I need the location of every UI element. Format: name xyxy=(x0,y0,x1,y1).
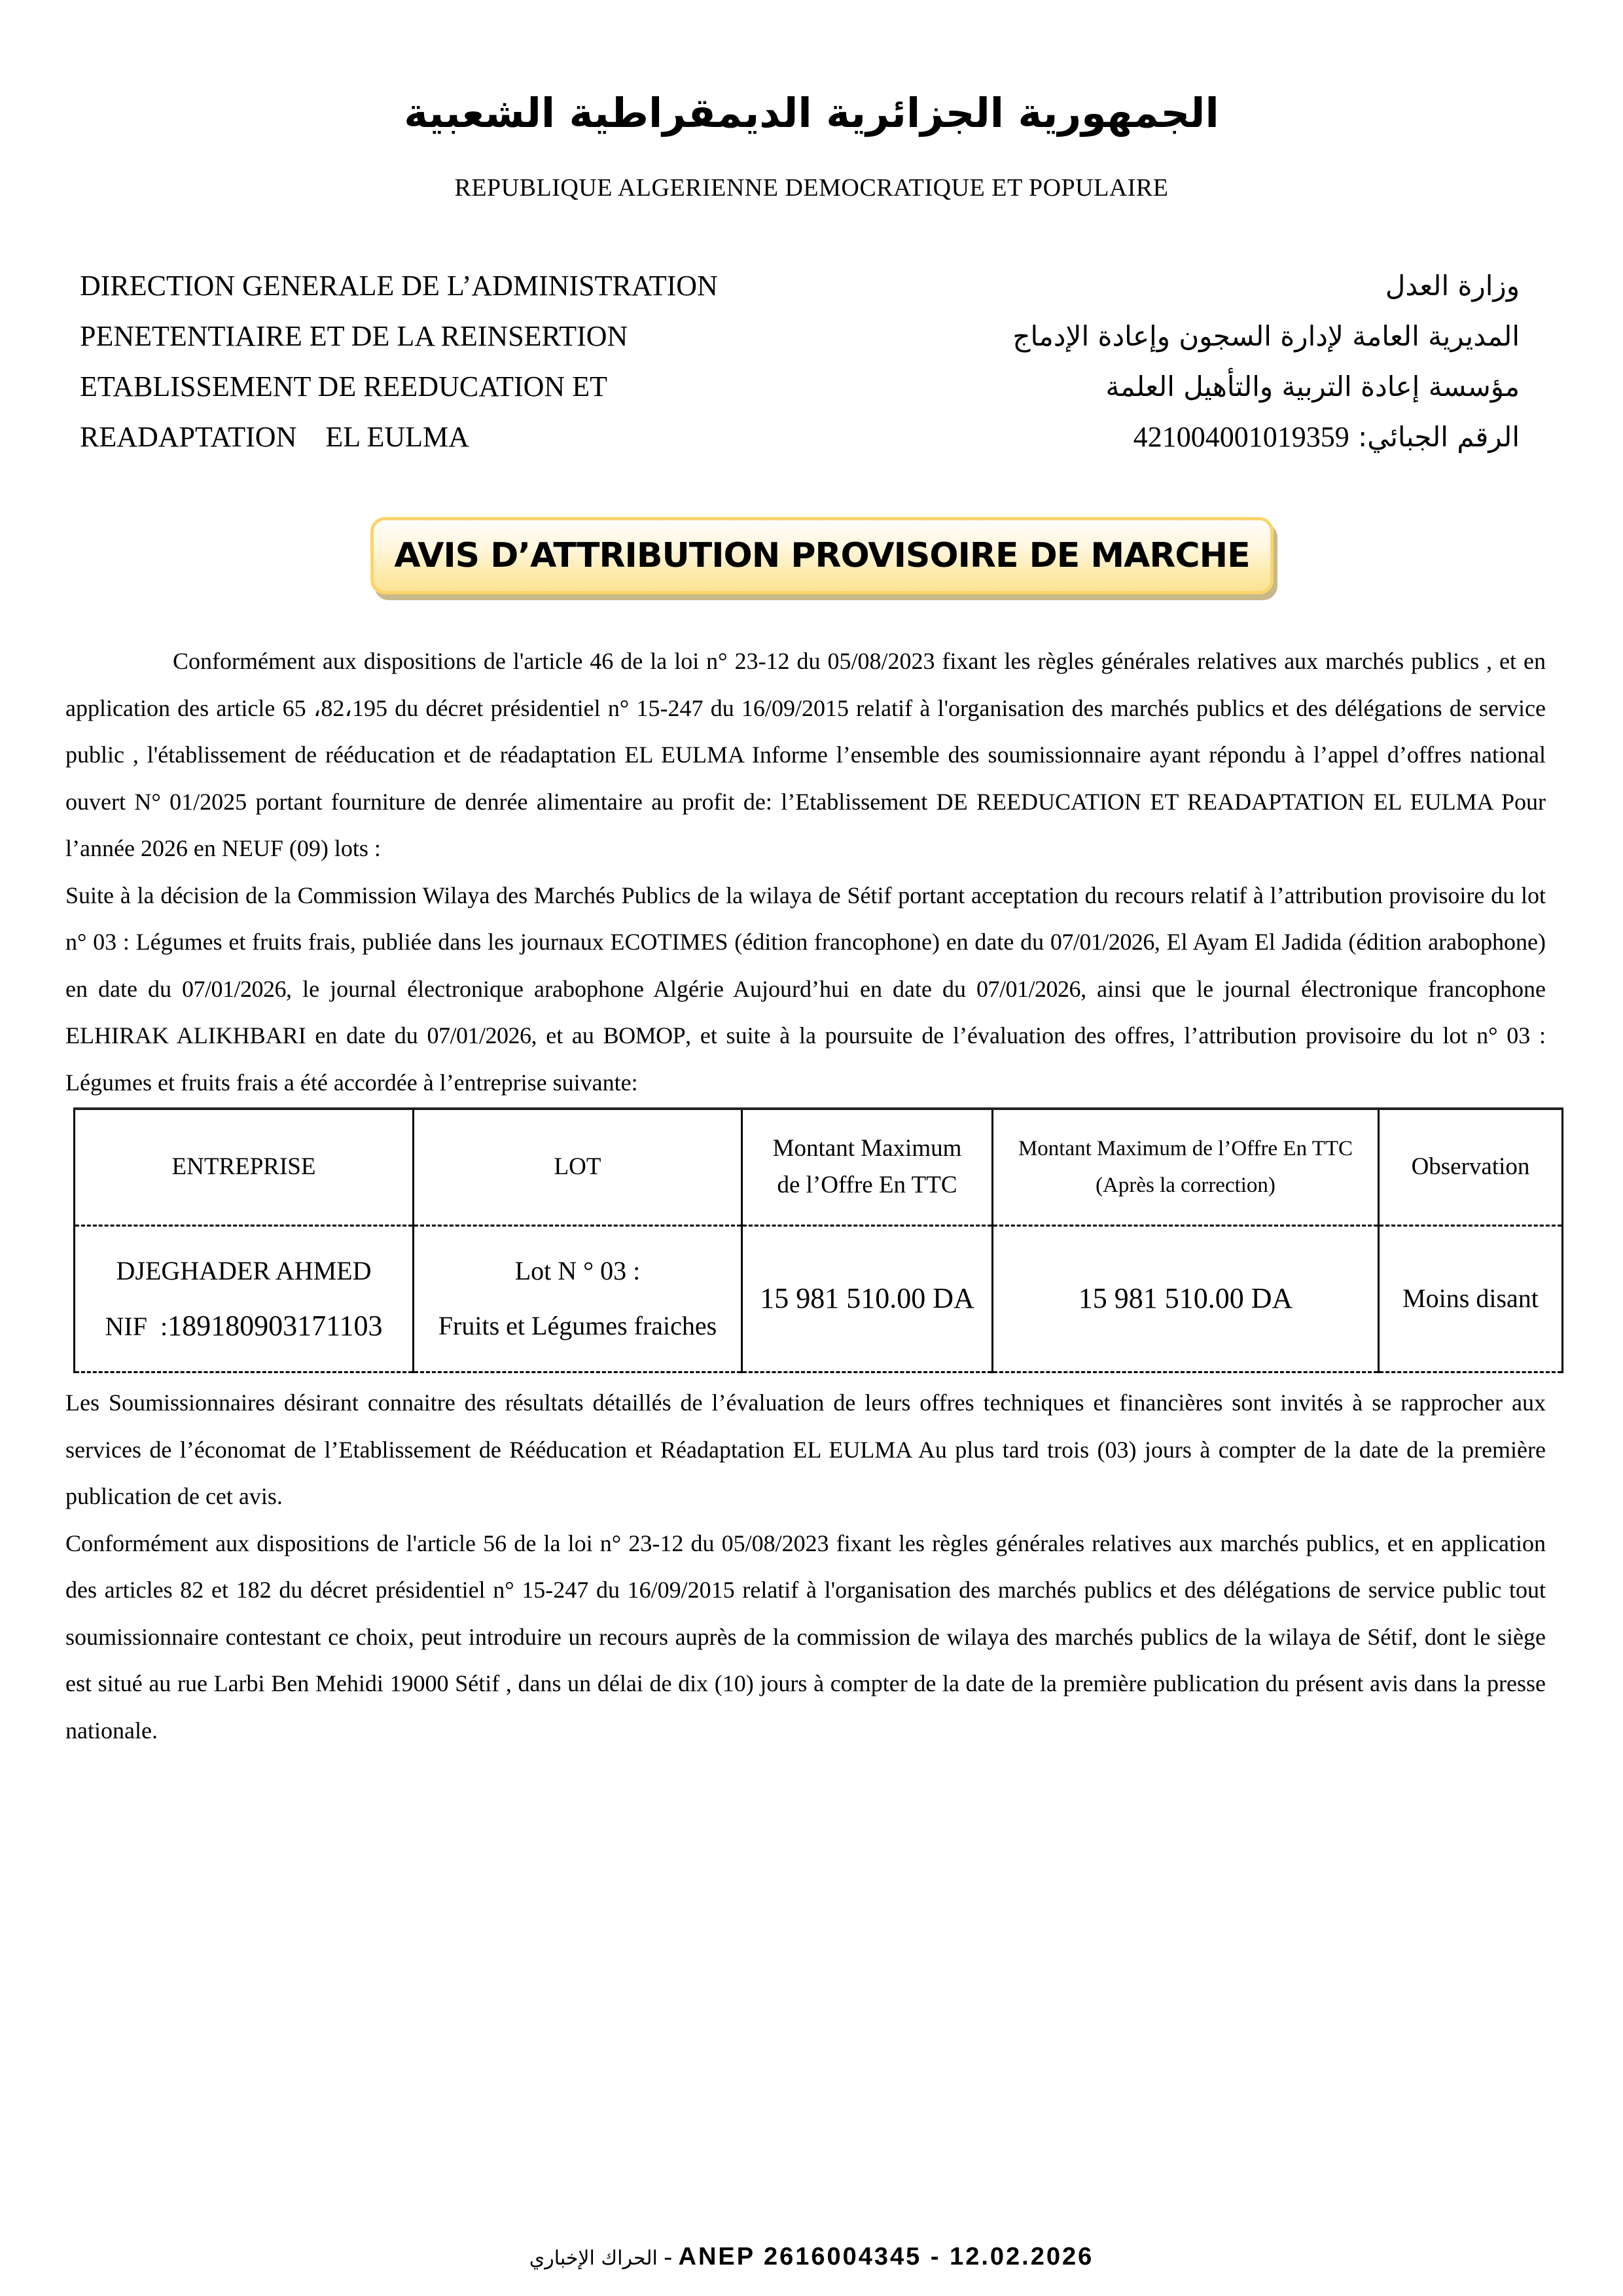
footer-anep-code: ANEP 2616004345 - 12.02.2026 xyxy=(678,2243,1094,2270)
footer-separator: - xyxy=(657,2243,679,2270)
paragraph-legal-basis: Conformément aux dispositions de l'article 46 de la loi n° 23-12 du 05/08/2023 fixant les règles générales relatives aux marchés publics , et en application des article 65 ،82،195 du décret présidentiel n° 15-247 du 16/09/2015 relatif à l'organisation des marchés publics et des délégations de service public , l'établissement de rééducation et de réadaptation EL EULMA Informe l’ensemble des soumissionnaire ayant répondu à l’appel d’offres national ouvert N° 01/2025 portant fourniture de denrée alimentaire au profit de: l’Etablissement DE REEDUCATION ET READAPTATION EL EULMA Pour l’année 2026 en NEUF (09) lots : xyxy=(65,648,1546,861)
publication-date: 07/01/2026 xyxy=(427,1022,531,1049)
col-header-montant xyxy=(742,1109,993,1225)
col-header-lot: LOT xyxy=(414,1109,742,1225)
header-line: de l’Offre En TTC xyxy=(777,1172,957,1199)
text-run: , le journal électronique arabophone Algérie Aujourd’hui en date du xyxy=(286,975,977,1002)
tax-id-label: الرقم الجبائي: xyxy=(1358,421,1520,453)
cell-lot xyxy=(414,1225,742,1372)
publication-footer xyxy=(0,2242,1623,2271)
text-run: , El Ayam El Jadida (édition arabophone) en date du xyxy=(65,929,1546,1002)
lot-description: Fruits et Légumes fraiches xyxy=(438,1311,717,1341)
col-header-entreprise: ENTREPRISE xyxy=(75,1109,414,1225)
company-name: DJEGHADER AHMED xyxy=(116,1255,372,1285)
paragraph-recourse-decision xyxy=(65,872,1546,1107)
bomop-reference: BOMOP xyxy=(603,1022,686,1049)
publication-date: 07/01/2026 xyxy=(182,975,287,1002)
arabic-republic-title: الجمهورية الجزائرية الديمقراطية الشعبية xyxy=(404,89,1219,137)
header-right-line: المديرية العامة لإدارة السجون وإعادة الإدماج xyxy=(1012,320,1520,352)
cell-observation: Moins disant xyxy=(1379,1225,1563,1372)
tax-id-value: 421004001019359 xyxy=(1133,421,1349,453)
text-run: , et au xyxy=(531,1022,603,1049)
award-table xyxy=(73,1107,1563,1373)
header-left-line: DIRECTION GENERALE DE L’ADMINISTRATION xyxy=(80,270,718,302)
paragraph-results-consultation: Les Soumissionnaires désirant connaitre des résultats détaillés de l’évaluation de leurs offres techniques et financières sont invités à se rapprocher aux services de l’économat de l’Etablissement de Rééducation et Réadaptation EL EULMA Au plus tard trois (03) jours à compter de la date de la première publication de cet avis. xyxy=(65,1390,1546,1509)
cell-montant-corrige: 15 981 510.00 DA xyxy=(993,1225,1379,1372)
header-left-line: READAPTATION EL EULMA xyxy=(80,421,469,453)
header-left-line: ETABLISSEMENT DE REEDUCATION ET xyxy=(80,370,607,403)
text-run: , ainsi que le journal électronique francophone ELHIRAK ALIKHBARI en date du xyxy=(65,975,1546,1049)
notice-title-banner xyxy=(370,517,1274,594)
table-row xyxy=(75,1225,1563,1372)
administration-header-left xyxy=(80,260,718,462)
french-republic-title: REPUBLIQUE ALGERIENNE DEMOCRATIQUE ET POPULAIRE xyxy=(454,174,1169,202)
publication-date: 07/01/2026 xyxy=(976,975,1081,1002)
nif-label: NIF : xyxy=(105,1311,168,1341)
tax-id-line xyxy=(1012,412,1520,462)
notice-body-top xyxy=(65,638,1546,1106)
cell-entreprise xyxy=(75,1225,414,1372)
nif-value: 189180903171103 xyxy=(168,1309,383,1342)
header-right-line: وزارة العدل xyxy=(1385,270,1520,302)
header-left-line: PENETENTIAIRE ET DE LA REINSERTION xyxy=(80,320,628,352)
header-line: Montant Maximum xyxy=(772,1135,962,1162)
col-header-observation: Observation xyxy=(1379,1109,1563,1225)
paragraph-appeal-rights: Conformément aux dispositions de l'article 56 de la loi n° 23-12 du 05/08/2023 fixant les règles générales relatives aux marchés publics, et en application des articles 82 et 182 du décret présidentiel n° 15-247 du 16/09/2015 relatif à l'organisation des marchés publics et des délégations de service public tout soumissionnaire contestant ce choix, peut introduire un recours auprès de la commission de wilaya des marchés publics de la wilaya de Sétif, dont le siège est situé au rue Larbi Ben Mehidi 19000 Sétif , dans un délai de dix (10) jours à compter de la date de la première publication du présent avis dans la presse nationale. xyxy=(65,1530,1546,1744)
header-right-line: مؤسسة إعادة التربية والتأهيل العلمة xyxy=(1105,370,1520,403)
header-line: Montant Maximum de l’Offre En TTC xyxy=(1018,1137,1353,1161)
administration-header-right xyxy=(1012,260,1520,462)
col-header-montant-corrige xyxy=(993,1109,1379,1225)
notice-title: AVIS D’ATTRIBUTION PROVISOIRE DE MARCHE xyxy=(394,536,1250,575)
publication-date: 07/01/2026 xyxy=(1050,929,1154,955)
cell-montant: 15 981 510.00 DA xyxy=(742,1225,993,1372)
notice-body-bottom xyxy=(65,1380,1546,1754)
text-run: Suite à la décision de la Commission Wilaya des Marchés Publics de la wilaya de Sétif portant acceptation du recours relatif à l’attribution provisoire du lot n° 03 : Légumes et fruits frais, publiée dans les journaux ECOTIMES (édition francophone) en date du xyxy=(65,882,1546,955)
text-run: , et suite à la poursuite de l’évaluation des offres, l’attribution provisoire du lot n° 03 : Légumes et fruits frais a été accordée à l’entreprise suivante: xyxy=(65,1022,1546,1096)
company-nif xyxy=(79,1299,408,1354)
footer-source: الحراك الإخباري xyxy=(529,2247,658,2270)
header-line: (Après la correction) xyxy=(1096,1174,1275,1198)
lot-number: Lot N ° 03 : xyxy=(514,1256,641,1286)
table-header-row xyxy=(75,1109,1563,1225)
